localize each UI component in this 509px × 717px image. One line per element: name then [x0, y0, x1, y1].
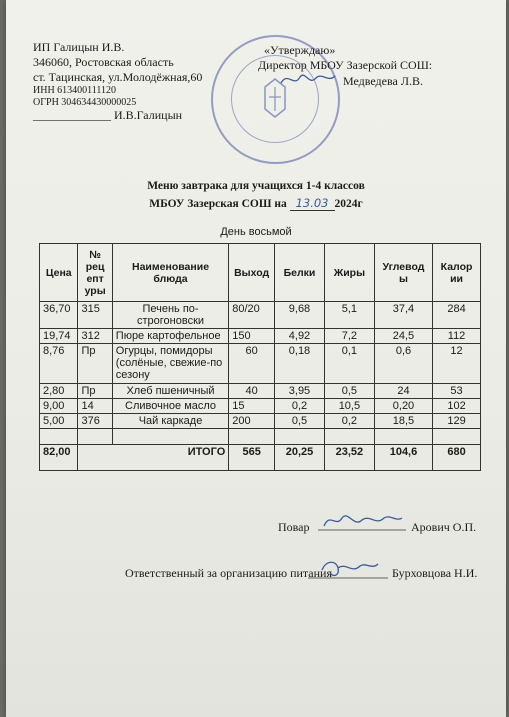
menu-title: Меню завтрака для учащихся 1-4 классов: [147, 180, 365, 192]
responsible-label: Ответственный за организацию питания: [125, 566, 332, 580]
col-carbs: Углевод ы: [374, 244, 432, 302]
cook-name: Арович О.П.: [411, 520, 477, 534]
company-address-1: 346060, Ростовская область: [33, 55, 174, 69]
company-inn: ИНН 613400111120: [33, 85, 117, 96]
responsible-name: Бурховцова Н.И.: [392, 566, 478, 580]
company-address-2: ст. Тацинская, ул.Молодёжная,60: [33, 70, 203, 84]
table-header-row: [40, 244, 481, 302]
company-name: ИП Галицын И.В.: [33, 40, 125, 54]
col-dish: Наименование блюда: [112, 244, 228, 302]
col-fat: Жиры: [324, 244, 374, 302]
table-total-row: 82,00 ИТОГО 565 20,25 23,52 104,6 680: [40, 445, 481, 471]
responsible-signature: [308, 556, 388, 580]
document-page: [6, 0, 506, 717]
col-price: Цена: [40, 244, 78, 302]
company-ogrn: ОГРН 304634430000025: [33, 97, 137, 108]
director-position: Директор МБОУ Зазерской СОШ:: [258, 58, 433, 72]
table-row: 2,80 Пр Хлеб пшеничный 40 3,95 0,5 24 53: [40, 384, 481, 399]
table-row: 9,00 14 Сливочное масло 15 0,2 10,5 0,20 102: [40, 399, 481, 414]
table-row: 8,76 Пр Огурцы, помидоры (солёные, свежие-по сезону 60 0,18 0,1 0,6 12: [40, 344, 481, 384]
col-output: Выход: [229, 244, 275, 302]
table-row: 19,74 312 Пюре картофельное 150 4,92 7,2 24,5 112: [40, 329, 481, 344]
menu-subtitle: МБОУ Зазерская СОШ на 13.03 2024г: [149, 196, 363, 210]
table-row: 36,70 315 Печень по-строгоновски 80/20 9,68 5,1 37,4 284: [40, 302, 481, 329]
menu-table: [39, 243, 481, 471]
approve-label: «Утверждаю»: [264, 43, 336, 57]
col-protein: Белки: [275, 244, 325, 302]
director-signature: [278, 68, 338, 90]
company-signature-line: _____________ И.В.Галицын: [33, 108, 183, 122]
col-calories: Калор ии: [433, 244, 481, 302]
cook-label: Повар: [278, 520, 310, 534]
table-row: 5,00 376 Чай каркаде 200 0,5 0,2 18,5 129: [40, 414, 481, 429]
director-name: Медведева Л.В.: [343, 74, 423, 88]
day-label: День восьмой: [220, 226, 292, 238]
table-empty-row: [40, 429, 481, 445]
cook-signature: [318, 508, 406, 532]
col-recipe: № рец епт уры: [78, 244, 112, 302]
handwritten-date: 13.03: [290, 196, 335, 211]
